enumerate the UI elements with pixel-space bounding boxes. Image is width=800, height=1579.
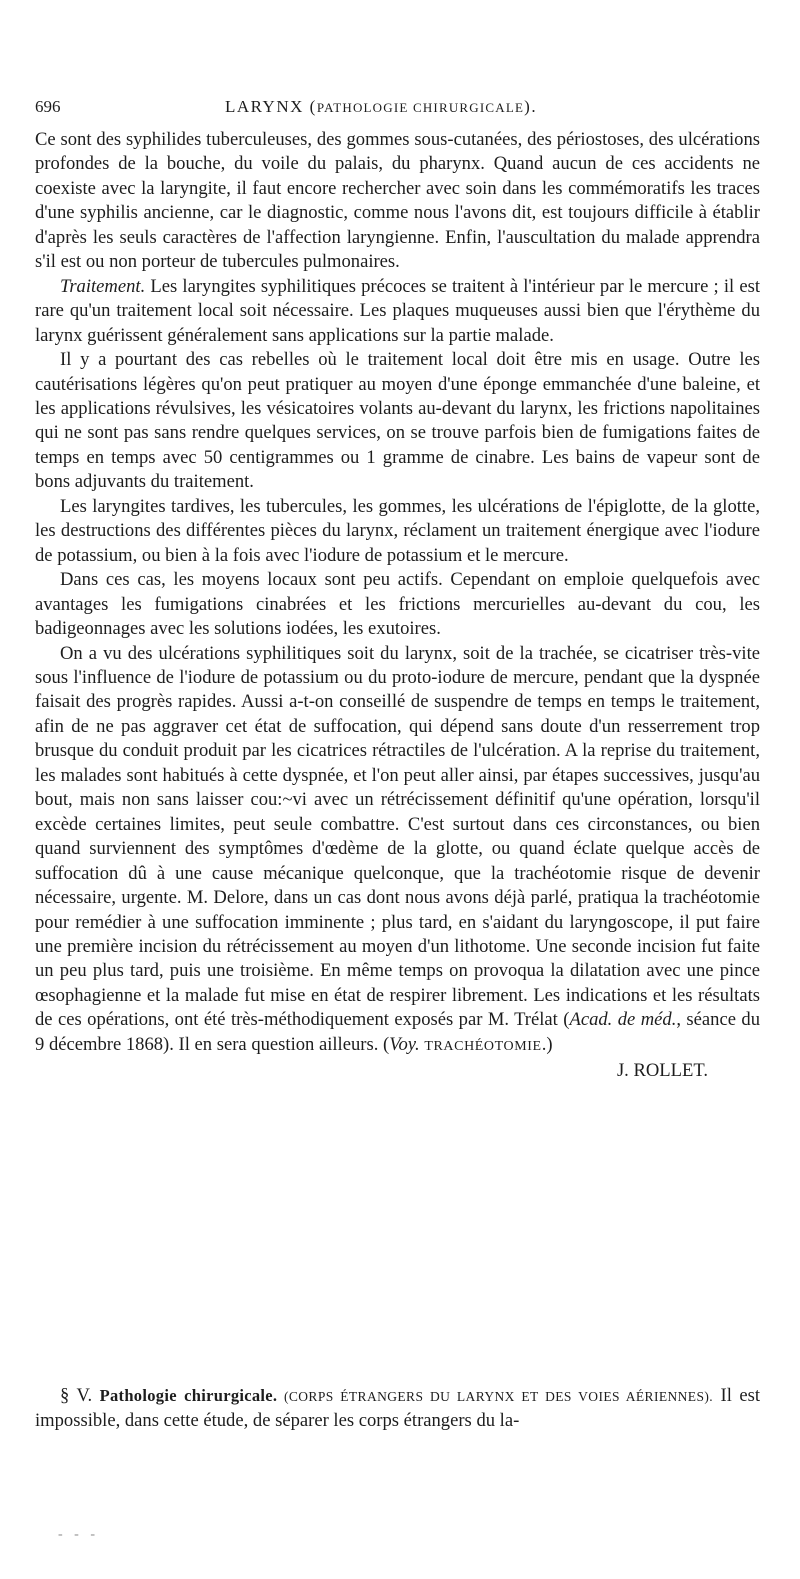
footer-marks: - - -	[58, 1527, 99, 1542]
paragraph-5: Dans ces cas, les moyens locaux sont peu actifs. Cependant on emploie quelquefois avec avantages les fumigations cinabrées et les frictions mercurielles au-devant du cou, les badigeonnages avec les solutions iodées, les exutoires.	[35, 569, 760, 640]
reference-acad-med: Acad. de méd.	[569, 1009, 677, 1031]
traitement-label: Traitement.	[60, 275, 146, 297]
running-title-open: (	[303, 97, 317, 116]
body-text	[35, 128, 760, 1084]
section-subtitle: (CORPS ÉTRANGERS DU LARYNX ET DES VOIES AÉRIENNES).	[277, 1389, 714, 1404]
paragraph-3: Il y a pourtant des cas rebelles où le traitement local doit être mis en usage. Outre les cautérisations légères qu'on peut pratiquer au moyen d'une éponge emmanchée d'une baleine, et les applications révulsives, les vésicatoires volants au-devant du larynx, les frictions napolitaines qui ne sont pas sans rendre quelques services, on se trouve parfois bien de fumigations faites de temps en temps avec 50 centigrammes ou 1 gramme de cinabre. Les bains de vapeur sont de bons adjuvants du traitement.	[35, 349, 760, 493]
reference-voy: Voy.	[389, 1033, 420, 1055]
paragraph-traitement	[35, 275, 760, 348]
running-title-sub: PATHOLOGIE CHIRURGICALE	[316, 100, 525, 115]
paragraph-4: Les laryngites tardives, les tubercules, les gommes, les ulcérations de l'épiglotte, de la glotte, les destructions des différentes pièces du larynx, réclament un traitement énergique avec l'iodure de potassium, ou bien à la fois avec l'iodure de potassium et le mercure.	[35, 495, 760, 566]
section-v	[35, 1384, 760, 1434]
traitement-text: Les laryngites syphilitiques précoces se traitent à l'intérieur par le mercure ; il est rare qu'un traitement local soit nécessaire. Les plaques muqueuses aussi bien que l'érythème du larynx guérissent généralement sans applications sur la partie malade.	[35, 275, 760, 346]
section-label: § V.	[60, 1385, 100, 1406]
section-text: Il est impossible, dans cette étude, de séparer les corps étrangers du la-	[35, 1385, 761, 1432]
paragraph-6-text-b: , séance du 9 décembre 1868). Il en sera question ailleurs. (	[35, 1009, 760, 1055]
author-signature: J. ROLLET.	[616, 1060, 708, 1082]
reference-tracheotomie: TRACHÉOTOMIE	[424, 1038, 542, 1054]
paragraph-6-text-a: On a vu des ulcérations syphilitiques soit du larynx, soit de la trachée, se cicatriser très-vite sous l'influence de l'iodure de potassium ou du proto-iodure de mercure, pendant que la dyspnée faisait des progrès rapides. Aussi a-t-on conseillé de suspendre de temps en temps le traitement, afin de ne pas aggraver cet état de suffocation, qui dépend sans doute d'un resserrement trop brusque du conduit produit par les cicatrices rétractiles de l'ulcération. A la reprise du traitement, les malades sont habitués à cette dyspnée, et l'on peut aller ainsi, par étapes successives, jusqu'au bout, mais non sans laisser cou:~vi avec un rétrécissement définitif qu'une opération, lorsqu'il excède certaines limites, peut seule combattre. C'est surtout dans ces circonstances, ou bien quand surviennent des symptômes d'œdème de la glotte, ou quand éclate quelque accès de suffocation dû à une cause mécanique quelconque, que la trachéotomie risque de devenir nécessaire, urgente. M. Delore, dans un cas dont nous avons déjà parlé, pratiqua la trachéotomie pour remédier à une suffocation imminente ; plus tard, en s'aidant du laryngoscope, il put faire une première incision du rétrécissement au moyen d'un lithotome. Une seconde incision fut faite un peu plus tard, puis une troisième. En même temps on provoqua la dilatation avec une pince œsophagienne et la malade fut mise en état de respirer librement. Les indications et les résultats de ces opérations, ont été très-méthodiquement exposés par M. Trélat (	[35, 642, 760, 1031]
running-title	[225, 97, 537, 117]
paragraph-6-text-d: .)	[541, 1033, 553, 1055]
running-title-close: ).	[524, 97, 538, 116]
section-title: Pathologie chirurgicale.	[99, 1386, 278, 1405]
page-number: 696	[35, 97, 61, 116]
paragraph-6	[35, 642, 760, 1060]
paragraph-1: Ce sont des syphilides tuberculeuses, des gommes sous-cutanées, des périostoses, des ulcérations profondes de la bouche, du voile du palais, du pharynx. Quand aucun de ces accidents ne coexiste avec la laryngite, il faut encore rechercher avec soin dans les commémoratifs les traces d'une syphilis ancienne, car le diagnostic, comme nous l'avons dit, est toujours difficile à établir d'après les seuls caractères de l'affection laryngienne. Enfin, l'auscultation du malade apprendra s'il est ou non porteur de tubercules pulmonaires.	[35, 129, 760, 273]
running-title-main: LARYNX	[225, 97, 304, 116]
